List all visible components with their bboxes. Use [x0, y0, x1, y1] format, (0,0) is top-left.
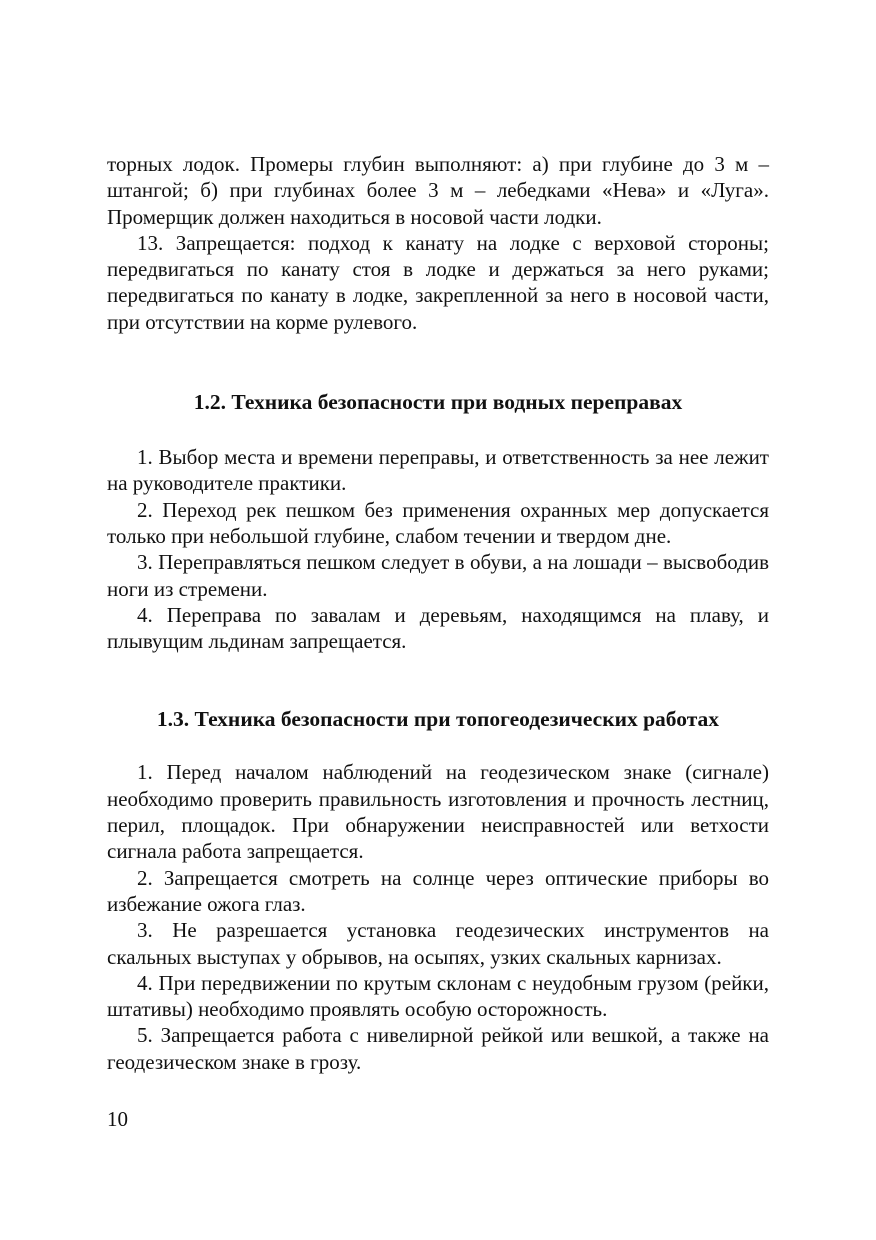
- section-1-2-item-1: 1. Выбор места и времени переправы, и ответственность за нее лежит на руководителе практики.: [107, 445, 769, 496]
- section-1-3-item-5: 5. Запрещается работа с нивелирной рейкой или вешкой, а также на геодезическом знаке в грозу.: [107, 1023, 769, 1074]
- section-1-2-item-3: 3. Переправляться пешком следует в обуви, а на лошади – высвободив ноги из стремени.: [107, 550, 769, 601]
- section-1-3-item-1: 1. Перед началом наблюдений на геодезическом знаке (сигнале) необходимо проверить правильность изготовления и прочность лестниц, перил, площадок. При обнаружении неисправностей или ветхости сигнала работа запрещается.: [107, 760, 769, 864]
- section-1-2-item-2: 2. Переход рек пешком без применения охранных мер допускается только при небольшой глубине, слабом течении и твердом дне.: [107, 497, 769, 548]
- section-1-3-item-4: 4. При передвижении по крутым склонам с неудобным грузом (рейки, штативы) необходимо проявлять особую осторожность.: [107, 970, 769, 1022]
- item-13-paragraph: 13. Запрещается: подход к канату на лодке с верховой стороны; передвигаться по канату стоя в лодке и держаться за него руками; передвигаться по канату в лодке, закрепленной за него в носовой части, при отсутствии на корме рулевого.: [107, 230, 769, 334]
- page-number: 10: [107, 1107, 128, 1131]
- section-1-2-item-4: 4. Переправа по завалам и деревьям, находящимся на плаву, и плывущим льдинам запрещается.: [107, 602, 769, 654]
- section-1-2-heading: 1.2. Техника безопасности при водных переправах: [193, 390, 683, 415]
- page-body: [107, 151, 769, 1075]
- section-1-3-heading: 1.3. Техника безопасности при топогеодезических работах: [156, 707, 720, 732]
- section-1-3-item-2: 2. Запрещается смотреть на солнце через оптические приборы во избежание ожога глаз.: [107, 865, 769, 916]
- section-1-3-item-3: 3. Не разрешается установка геодезических инструментов на скальных выступах у обрывов, на осыпях, узких скальных карнизах.: [107, 918, 769, 969]
- continuation-paragraph: торных лодок. Промеры глубин выполняют: а) при глубине до 3 м – штангой; б) при глубинах более 3 м – лебедками «Нева» и «Луга». Промерщик должен находиться в носовой части лодки.: [107, 152, 769, 229]
